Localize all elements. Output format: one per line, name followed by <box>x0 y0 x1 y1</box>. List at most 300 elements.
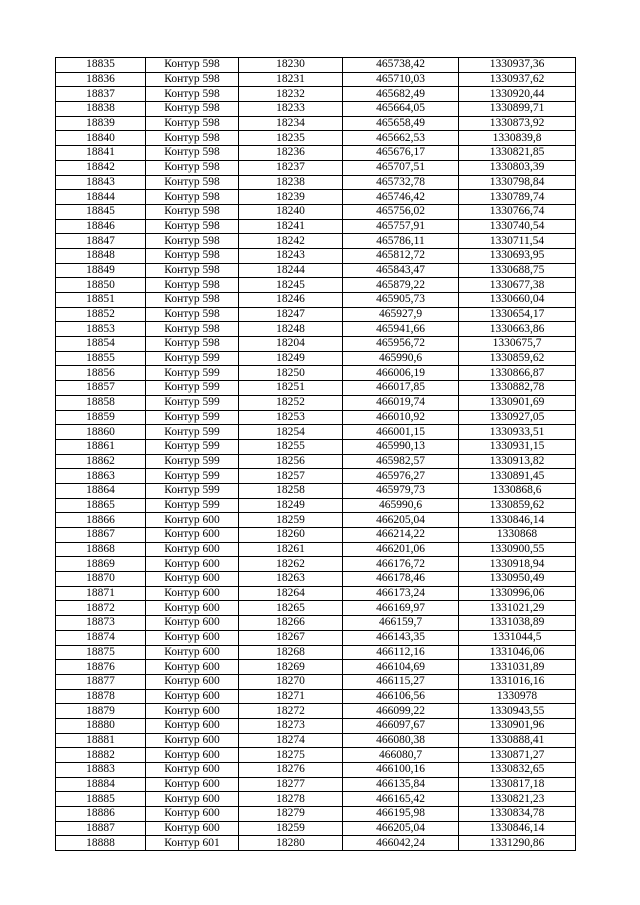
point-number-cell: 18835 <box>56 58 146 73</box>
contour-name-cell: Контур 599 <box>146 351 239 366</box>
y-coordinate-cell: 1330943,55 <box>459 704 576 719</box>
y-coordinate-cell: 1330920,44 <box>459 87 576 102</box>
vertex-number-cell: 18248 <box>239 322 343 337</box>
contour-name-cell: Контур 598 <box>146 204 239 219</box>
table-row <box>56 425 576 440</box>
contour-name-cell: Контур 599 <box>146 439 239 454</box>
point-number-cell: 18853 <box>56 322 146 337</box>
table-row <box>56 395 576 410</box>
y-coordinate-cell: 1331021,29 <box>459 601 576 616</box>
contour-name-cell: Контур 599 <box>146 454 239 469</box>
x-coordinate-cell: 465990,13 <box>343 439 459 454</box>
point-number-cell: 18841 <box>56 146 146 161</box>
x-coordinate-cell: 466019,74 <box>343 395 459 410</box>
x-coordinate-cell: 465757,91 <box>343 219 459 234</box>
contour-name-cell: Контур 600 <box>146 777 239 792</box>
point-number-cell: 18878 <box>56 689 146 704</box>
vertex-number-cell: 18254 <box>239 425 343 440</box>
vertex-number-cell: 18204 <box>239 337 343 352</box>
vertex-number-cell: 18267 <box>239 630 343 645</box>
contour-name-cell: Контур 598 <box>146 293 239 308</box>
y-coordinate-cell: 1330901,96 <box>459 718 576 733</box>
y-coordinate-cell: 1330711,54 <box>459 234 576 249</box>
contour-name-cell: Контур 600 <box>146 792 239 807</box>
table-row <box>56 483 576 498</box>
point-number-cell: 18865 <box>56 498 146 513</box>
x-coordinate-cell: 465756,02 <box>343 204 459 219</box>
point-number-cell: 18837 <box>56 87 146 102</box>
vertex-number-cell: 18270 <box>239 674 343 689</box>
point-number-cell: 18875 <box>56 645 146 660</box>
vertex-number-cell: 18252 <box>239 395 343 410</box>
contour-name-cell: Контур 598 <box>146 116 239 131</box>
contour-name-cell: Контур 598 <box>146 190 239 205</box>
point-number-cell: 18838 <box>56 102 146 117</box>
contour-name-cell: Контур 600 <box>146 763 239 778</box>
table-row <box>56 616 576 631</box>
table-row <box>56 660 576 675</box>
x-coordinate-cell: 466104,69 <box>343 660 459 675</box>
point-number-cell: 18843 <box>56 175 146 190</box>
vertex-number-cell: 18271 <box>239 689 343 704</box>
contour-name-cell: Контур 598 <box>146 219 239 234</box>
table-row <box>56 410 576 425</box>
point-number-cell: 18860 <box>56 425 146 440</box>
vertex-number-cell: 18266 <box>239 616 343 631</box>
contour-name-cell: Контур 600 <box>146 660 239 675</box>
point-number-cell: 18884 <box>56 777 146 792</box>
contour-name-cell: Контур 600 <box>146 601 239 616</box>
point-number-cell: 18874 <box>56 630 146 645</box>
vertex-number-cell: 18244 <box>239 263 343 278</box>
vertex-number-cell: 18233 <box>239 102 343 117</box>
x-coordinate-cell: 465738,42 <box>343 58 459 73</box>
point-number-cell: 18871 <box>56 586 146 601</box>
x-coordinate-cell: 466165,42 <box>343 792 459 807</box>
point-number-cell: 18886 <box>56 807 146 822</box>
table-row <box>56 116 576 131</box>
table-row <box>56 528 576 543</box>
y-coordinate-cell: 1330913,82 <box>459 454 576 469</box>
table-row <box>56 645 576 660</box>
table-row <box>56 131 576 146</box>
table-row <box>56 674 576 689</box>
table-row <box>56 689 576 704</box>
contour-name-cell: Контур 598 <box>146 58 239 73</box>
vertex-number-cell: 18259 <box>239 821 343 836</box>
vertex-number-cell: 18249 <box>239 351 343 366</box>
x-coordinate-cell: 465682,49 <box>343 87 459 102</box>
point-number-cell: 18849 <box>56 263 146 278</box>
contour-name-cell: Контур 600 <box>146 821 239 836</box>
point-number-cell: 18857 <box>56 381 146 396</box>
contour-name-cell: Контур 598 <box>146 160 239 175</box>
y-coordinate-cell: 1331038,89 <box>459 616 576 631</box>
point-number-cell: 18861 <box>56 439 146 454</box>
table-row <box>56 513 576 528</box>
contour-name-cell: Контур 598 <box>146 248 239 263</box>
y-coordinate-cell: 1330900,55 <box>459 542 576 557</box>
table-row <box>56 836 576 851</box>
point-number-cell: 18846 <box>56 219 146 234</box>
y-coordinate-cell: 1330866,87 <box>459 366 576 381</box>
contour-name-cell: Контур 600 <box>146 557 239 572</box>
contour-name-cell: Контур 600 <box>146 704 239 719</box>
contour-name-cell: Контур 601 <box>146 836 239 851</box>
table-row <box>56 748 576 763</box>
vertex-number-cell: 18258 <box>239 483 343 498</box>
contour-name-cell: Контур 598 <box>146 234 239 249</box>
table-row <box>56 72 576 87</box>
x-coordinate-cell: 466112,16 <box>343 645 459 660</box>
y-coordinate-cell: 1330996,06 <box>459 586 576 601</box>
contour-name-cell: Контур 598 <box>146 146 239 161</box>
contour-name-cell: Контур 599 <box>146 425 239 440</box>
y-coordinate-cell: 1330693,95 <box>459 248 576 263</box>
x-coordinate-cell: 465710,03 <box>343 72 459 87</box>
x-coordinate-cell: 465707,51 <box>343 160 459 175</box>
vertex-number-cell: 18235 <box>239 131 343 146</box>
y-coordinate-cell: 1330937,62 <box>459 72 576 87</box>
vertex-number-cell: 18237 <box>239 160 343 175</box>
contour-name-cell: Контур 600 <box>146 748 239 763</box>
table-row <box>56 557 576 572</box>
vertex-number-cell: 18249 <box>239 498 343 513</box>
y-coordinate-cell: 1330868 <box>459 528 576 543</box>
contour-name-cell: Контур 600 <box>146 674 239 689</box>
y-coordinate-cell: 1330789,74 <box>459 190 576 205</box>
table-row <box>56 572 576 587</box>
x-coordinate-cell: 466080,38 <box>343 733 459 748</box>
point-number-cell: 18870 <box>56 572 146 587</box>
vertex-number-cell: 18236 <box>239 146 343 161</box>
x-coordinate-cell: 466178,46 <box>343 572 459 587</box>
x-coordinate-cell: 466115,27 <box>343 674 459 689</box>
y-coordinate-cell: 1330675,7 <box>459 337 576 352</box>
contour-name-cell: Контур 598 <box>146 175 239 190</box>
vertex-number-cell: 18275 <box>239 748 343 763</box>
contour-name-cell: Контур 600 <box>146 586 239 601</box>
x-coordinate-cell: 466173,24 <box>343 586 459 601</box>
y-coordinate-cell: 1330663,86 <box>459 322 576 337</box>
point-number-cell: 18876 <box>56 660 146 675</box>
vertex-number-cell: 18231 <box>239 72 343 87</box>
x-coordinate-cell: 465664,05 <box>343 102 459 117</box>
x-coordinate-cell: 465956,72 <box>343 337 459 352</box>
contour-name-cell: Контур 600 <box>146 616 239 631</box>
contour-name-cell: Контур 600 <box>146 689 239 704</box>
x-coordinate-cell: 465658,49 <box>343 116 459 131</box>
x-coordinate-cell: 466010,92 <box>343 410 459 425</box>
table-row <box>56 58 576 73</box>
contour-name-cell: Контур 599 <box>146 366 239 381</box>
point-number-cell: 18858 <box>56 395 146 410</box>
table-row <box>56 234 576 249</box>
vertex-number-cell: 18279 <box>239 807 343 822</box>
contour-name-cell: Контур 599 <box>146 498 239 513</box>
y-coordinate-cell: 1330654,17 <box>459 307 576 322</box>
point-number-cell: 18842 <box>56 160 146 175</box>
vertex-number-cell: 18263 <box>239 572 343 587</box>
y-coordinate-cell: 1330846,14 <box>459 513 576 528</box>
vertex-number-cell: 18272 <box>239 704 343 719</box>
y-coordinate-cell: 1330933,51 <box>459 425 576 440</box>
point-number-cell: 18879 <box>56 704 146 719</box>
x-coordinate-cell: 465927,9 <box>343 307 459 322</box>
table-row <box>56 366 576 381</box>
x-coordinate-cell: 466135,84 <box>343 777 459 792</box>
y-coordinate-cell: 1330868,6 <box>459 483 576 498</box>
vertex-number-cell: 18259 <box>239 513 343 528</box>
table-row <box>56 821 576 836</box>
point-number-cell: 18873 <box>56 616 146 631</box>
contour-name-cell: Контур 598 <box>146 337 239 352</box>
table-row <box>56 792 576 807</box>
vertex-number-cell: 18243 <box>239 248 343 263</box>
x-coordinate-cell: 466100,16 <box>343 763 459 778</box>
contour-name-cell: Контур 598 <box>146 263 239 278</box>
contour-name-cell: Контур 599 <box>146 395 239 410</box>
x-coordinate-cell: 466001,15 <box>343 425 459 440</box>
point-number-cell: 18851 <box>56 293 146 308</box>
point-number-cell: 18864 <box>56 483 146 498</box>
y-coordinate-cell: 1330899,71 <box>459 102 576 117</box>
x-coordinate-cell: 465905,73 <box>343 293 459 308</box>
point-number-cell: 18883 <box>56 763 146 778</box>
point-number-cell: 18855 <box>56 351 146 366</box>
x-coordinate-cell: 466176,72 <box>343 557 459 572</box>
point-number-cell: 18856 <box>56 366 146 381</box>
table-row <box>56 175 576 190</box>
y-coordinate-cell: 1330846,14 <box>459 821 576 836</box>
table-row <box>56 219 576 234</box>
contour-name-cell: Контур 600 <box>146 513 239 528</box>
y-coordinate-cell: 1330740,54 <box>459 219 576 234</box>
x-coordinate-cell: 465941,66 <box>343 322 459 337</box>
y-coordinate-cell: 1330937,36 <box>459 58 576 73</box>
table-row <box>56 601 576 616</box>
contour-name-cell: Контур 598 <box>146 278 239 293</box>
vertex-number-cell: 18234 <box>239 116 343 131</box>
vertex-number-cell: 18257 <box>239 469 343 484</box>
y-coordinate-cell: 1330873,92 <box>459 116 576 131</box>
table-row <box>56 102 576 117</box>
y-coordinate-cell: 1330871,27 <box>459 748 576 763</box>
vertex-number-cell: 18269 <box>239 660 343 675</box>
vertex-number-cell: 18268 <box>239 645 343 660</box>
table-row <box>56 248 576 263</box>
x-coordinate-cell: 466195,98 <box>343 807 459 822</box>
y-coordinate-cell: 1330821,23 <box>459 792 576 807</box>
contour-name-cell: Контур 600 <box>146 572 239 587</box>
vertex-number-cell: 18239 <box>239 190 343 205</box>
x-coordinate-cell: 465732,78 <box>343 175 459 190</box>
y-coordinate-cell: 1330821,85 <box>459 146 576 161</box>
y-coordinate-cell: 1330677,38 <box>459 278 576 293</box>
table-row <box>56 337 576 352</box>
vertex-number-cell: 18274 <box>239 733 343 748</box>
y-coordinate-cell: 1330817,18 <box>459 777 576 792</box>
y-coordinate-cell: 1330891,45 <box>459 469 576 484</box>
x-coordinate-cell: 466169,97 <box>343 601 459 616</box>
x-coordinate-cell: 466099,22 <box>343 704 459 719</box>
x-coordinate-cell: 465982,57 <box>343 454 459 469</box>
y-coordinate-cell: 1330834,78 <box>459 807 576 822</box>
point-number-cell: 18866 <box>56 513 146 528</box>
table-row <box>56 204 576 219</box>
vertex-number-cell: 18264 <box>239 586 343 601</box>
table-row <box>56 87 576 102</box>
contour-name-cell: Контур 600 <box>146 733 239 748</box>
table-row <box>56 469 576 484</box>
vertex-number-cell: 18261 <box>239 542 343 557</box>
vertex-number-cell: 18251 <box>239 381 343 396</box>
x-coordinate-cell: 465976,27 <box>343 469 459 484</box>
x-coordinate-cell: 466214,22 <box>343 528 459 543</box>
vertex-number-cell: 18253 <box>239 410 343 425</box>
point-number-cell: 18880 <box>56 718 146 733</box>
point-number-cell: 18862 <box>56 454 146 469</box>
table-row <box>56 542 576 557</box>
y-coordinate-cell: 1330901,69 <box>459 395 576 410</box>
table-row <box>56 351 576 366</box>
contour-name-cell: Контур 598 <box>146 102 239 117</box>
point-number-cell: 18850 <box>56 278 146 293</box>
contour-name-cell: Контур 600 <box>146 528 239 543</box>
contour-name-cell: Контур 598 <box>146 131 239 146</box>
y-coordinate-cell: 1330766,74 <box>459 204 576 219</box>
contour-name-cell: Контур 599 <box>146 469 239 484</box>
contour-name-cell: Контур 599 <box>146 483 239 498</box>
x-coordinate-cell: 466097,67 <box>343 718 459 733</box>
point-number-cell: 18839 <box>56 116 146 131</box>
x-coordinate-cell: 466159,7 <box>343 616 459 631</box>
x-coordinate-cell: 465979,73 <box>343 483 459 498</box>
x-coordinate-cell: 466106,56 <box>343 689 459 704</box>
vertex-number-cell: 18262 <box>239 557 343 572</box>
table-row <box>56 322 576 337</box>
table-row <box>56 293 576 308</box>
table-row <box>56 307 576 322</box>
coordinates-table-body <box>56 58 576 851</box>
contour-name-cell: Контур 598 <box>146 87 239 102</box>
table-row <box>56 586 576 601</box>
table-row <box>56 807 576 822</box>
y-coordinate-cell: 1331044,5 <box>459 630 576 645</box>
point-number-cell: 18847 <box>56 234 146 249</box>
y-coordinate-cell: 1330660,04 <box>459 293 576 308</box>
x-coordinate-cell: 465990,6 <box>343 498 459 513</box>
y-coordinate-cell: 1330927,05 <box>459 410 576 425</box>
vertex-number-cell: 18232 <box>239 87 343 102</box>
point-number-cell: 18863 <box>56 469 146 484</box>
y-coordinate-cell: 1330798,84 <box>459 175 576 190</box>
vertex-number-cell: 18245 <box>239 278 343 293</box>
point-number-cell: 18885 <box>56 792 146 807</box>
y-coordinate-cell: 1331016,16 <box>459 674 576 689</box>
point-number-cell: 18888 <box>56 836 146 851</box>
contour-name-cell: Контур 600 <box>146 718 239 733</box>
x-coordinate-cell: 465990,6 <box>343 351 459 366</box>
point-number-cell: 18852 <box>56 307 146 322</box>
x-coordinate-cell: 466006,19 <box>343 366 459 381</box>
y-coordinate-cell: 1330859,62 <box>459 351 576 366</box>
contour-name-cell: Контур 600 <box>146 645 239 660</box>
vertex-number-cell: 18240 <box>239 204 343 219</box>
x-coordinate-cell: 465843,47 <box>343 263 459 278</box>
vertex-number-cell: 18277 <box>239 777 343 792</box>
vertex-number-cell: 18265 <box>239 601 343 616</box>
point-number-cell: 18881 <box>56 733 146 748</box>
contour-name-cell: Контур 598 <box>146 307 239 322</box>
point-number-cell: 18887 <box>56 821 146 836</box>
vertex-number-cell: 18250 <box>239 366 343 381</box>
y-coordinate-cell: 1330978 <box>459 689 576 704</box>
point-number-cell: 18844 <box>56 190 146 205</box>
x-coordinate-cell: 465746,42 <box>343 190 459 205</box>
vertex-number-cell: 18242 <box>239 234 343 249</box>
point-number-cell: 18848 <box>56 248 146 263</box>
point-number-cell: 18836 <box>56 72 146 87</box>
x-coordinate-cell: 466042,24 <box>343 836 459 851</box>
x-coordinate-cell: 465812,72 <box>343 248 459 263</box>
y-coordinate-cell: 1330888,41 <box>459 733 576 748</box>
point-number-cell: 18859 <box>56 410 146 425</box>
y-coordinate-cell: 1330882,78 <box>459 381 576 396</box>
table-row <box>56 278 576 293</box>
table-row <box>56 763 576 778</box>
x-coordinate-cell: 466143,35 <box>343 630 459 645</box>
y-coordinate-cell: 1330688,75 <box>459 263 576 278</box>
vertex-number-cell: 18247 <box>239 307 343 322</box>
x-coordinate-cell: 466205,04 <box>343 513 459 528</box>
contour-name-cell: Контур 600 <box>146 807 239 822</box>
x-coordinate-cell: 466080,7 <box>343 748 459 763</box>
vertex-number-cell: 18246 <box>239 293 343 308</box>
table-row <box>56 190 576 205</box>
y-coordinate-cell: 1331031,89 <box>459 660 576 675</box>
table-row <box>56 146 576 161</box>
point-number-cell: 18869 <box>56 557 146 572</box>
x-coordinate-cell: 465786,11 <box>343 234 459 249</box>
point-number-cell: 18868 <box>56 542 146 557</box>
contour-name-cell: Контур 599 <box>146 381 239 396</box>
point-number-cell: 18854 <box>56 337 146 352</box>
table-row <box>56 733 576 748</box>
y-coordinate-cell: 1330803,39 <box>459 160 576 175</box>
vertex-number-cell: 18276 <box>239 763 343 778</box>
vertex-number-cell: 18280 <box>239 836 343 851</box>
x-coordinate-cell: 465676,17 <box>343 146 459 161</box>
y-coordinate-cell: 1330839,8 <box>459 131 576 146</box>
table-row <box>56 160 576 175</box>
table-row <box>56 630 576 645</box>
vertex-number-cell: 18238 <box>239 175 343 190</box>
coordinates-table <box>55 57 576 851</box>
vertex-number-cell: 18260 <box>239 528 343 543</box>
x-coordinate-cell: 466205,04 <box>343 821 459 836</box>
vertex-number-cell: 18256 <box>239 454 343 469</box>
vertex-number-cell: 18255 <box>239 439 343 454</box>
vertex-number-cell: 18241 <box>239 219 343 234</box>
contour-name-cell: Контур 598 <box>146 72 239 87</box>
point-number-cell: 18877 <box>56 674 146 689</box>
x-coordinate-cell: 465879,22 <box>343 278 459 293</box>
table-row <box>56 381 576 396</box>
y-coordinate-cell: 1330950,49 <box>459 572 576 587</box>
vertex-number-cell: 18230 <box>239 58 343 73</box>
point-number-cell: 18845 <box>56 204 146 219</box>
